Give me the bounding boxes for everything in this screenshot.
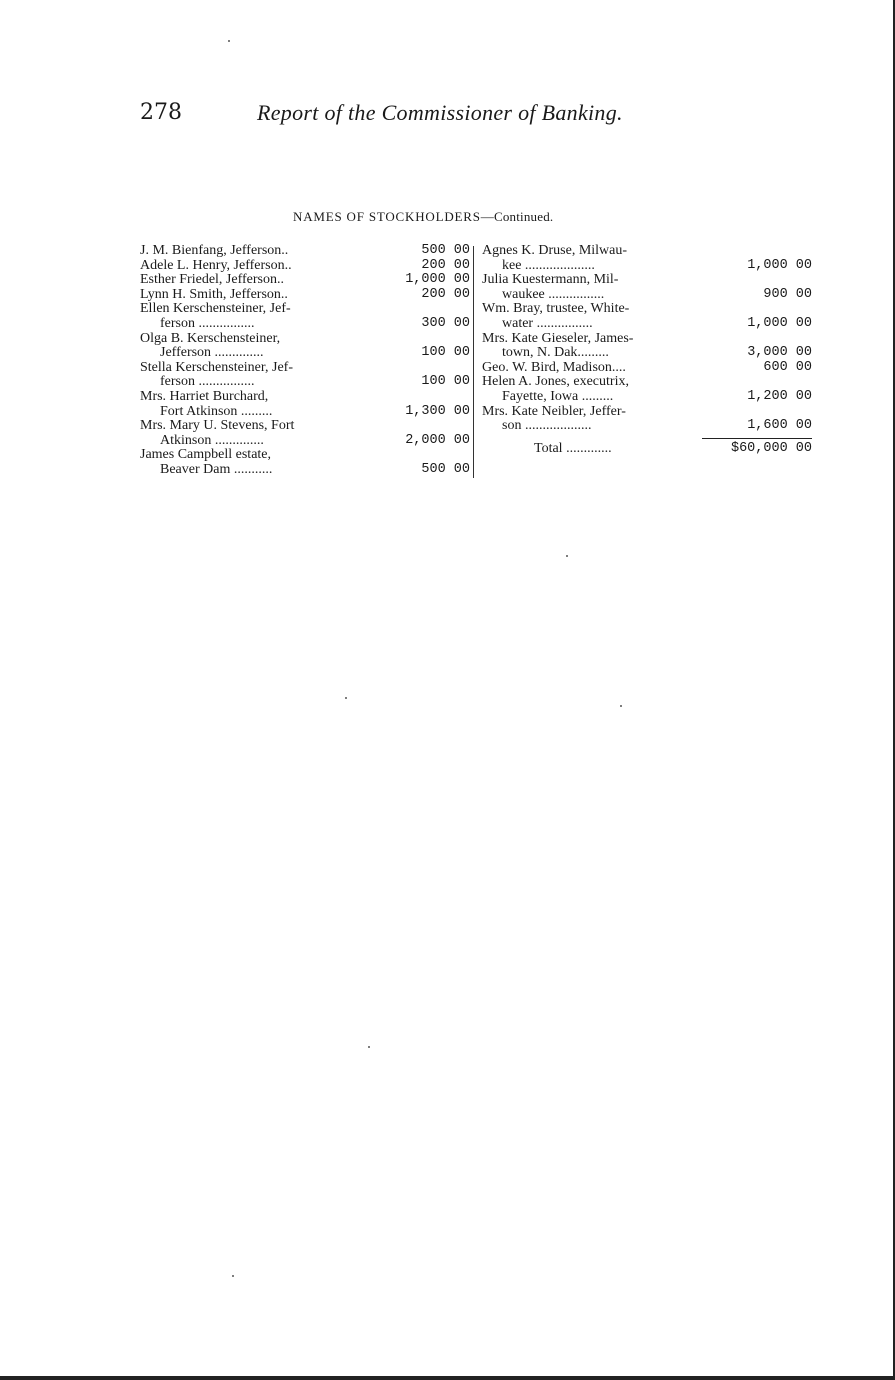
stockholder-name: Lynn H. Smith, Jefferson.. [140,287,288,302]
stockholder-name: Jefferson .............. [160,346,264,361]
stockholder-entry [482,244,812,273]
scan-speck [566,555,568,557]
stockholder-name: Adele L. Henry, Jefferson.. [140,258,292,273]
running-title: Report of the Commissioner of Banking. [257,100,623,125]
stockholder-entry [140,302,470,331]
stockholder-name: J. M. Bienfang, Jefferson.. [140,244,289,258]
stockholder-entry [140,361,470,390]
stockholder-name: Julia Kuestermann, Mil- [482,273,619,288]
page-header [140,100,700,132]
stockholder-amount: 3,000 00 [747,345,812,361]
total-row [482,442,812,457]
stockholder-amount: 500 00 [421,461,470,477]
stockholder-amount: 100 00 [421,374,470,390]
stockholder-amount: 1,000 00 [747,257,812,273]
stockholder-name: Fort Atkinson ......... [160,404,273,419]
scan-speck [620,705,622,707]
stockholder-amount: 900 00 [763,286,812,302]
stockholder-entry [482,405,812,434]
stockholder-name: Stella Kerschensteiner, Jef- [140,360,293,375]
stockholder-entry [482,302,812,331]
total-label: Total ............. [534,440,612,456]
stockholder-amount: 500 00 [421,243,470,258]
stockholder-name: Mrs. Mary U. Stevens, Fort [140,419,295,434]
stockholder-entry [140,244,470,259]
stockholder-amount: 600 00 [763,359,812,375]
stockholder-entry [140,288,470,303]
section-title-caps: NAMES OF STOCKHOLDERS [293,209,481,224]
stockholder-amount: 1,000 00 [747,315,812,331]
stockholder-amount: 200 00 [421,286,470,302]
stockholder-amount: 1,600 00 [747,418,812,434]
total-rule [702,438,812,439]
stockholder-name: Olga B. Kerschensteiner, [140,331,281,346]
stockholder-name: James Campbell estate, [140,448,272,463]
right-column [482,244,812,456]
stockholder-name: Helen A. Jones, executrix, [482,375,629,390]
stockholder-name: water ................ [502,316,593,331]
stockholder-entry [482,361,812,376]
stockholder-name: Mrs. Harriet Burchard, [140,389,269,404]
scan-bottom-edge [0,1376,895,1380]
stockholder-entry [140,259,470,274]
stockholder-name: Atkinson .............. [160,433,264,448]
stockholder-name: Wm. Bray, trustee, White- [482,302,630,317]
scan-speck [368,1046,370,1048]
stockholder-name: Esther Friedel, Jefferson.. [140,273,284,288]
stockholder-amount: 200 00 [421,257,470,273]
section-title [293,209,553,225]
stockholder-entry [140,273,470,288]
stockholder-name: Mrs. Kate Neibler, Jeffer- [482,404,626,419]
stockholder-entry [140,419,470,448]
page-number: 278 [140,100,182,125]
stockholder-name: ferson ................ [160,316,255,331]
stockholder-entry [482,273,812,302]
stockholder-amount: 2,000 00 [405,432,470,448]
stockholder-entry [140,332,470,361]
stockholder-name: Mrs. Kate Gieseler, James- [482,331,634,346]
stockholder-amount: 1,200 00 [747,388,812,404]
section-title-suffix: —Continued. [480,209,554,224]
stockholder-amount: 1,300 00 [405,403,470,419]
stockholder-name: waukee ................ [502,287,605,302]
left-column [140,244,470,478]
stockholder-name: son ................... [502,419,592,434]
stockholder-amount: 300 00 [421,315,470,331]
stockholder-name: Ellen Kerschensteiner, Jef- [140,302,291,317]
stockholder-name: Fayette, Iowa ......... [502,389,614,404]
scan-speck [345,697,347,699]
stockholder-entry [482,332,812,361]
stockholder-name: Agnes K. Druse, Milwau- [482,244,628,258]
stockholder-name: ferson ................ [160,375,255,390]
stockholder-entry [140,448,470,477]
stockholder-amount: 1,000 00 [405,272,470,288]
column-divider [473,246,474,478]
stockholder-name: Geo. W. Bird, Madison.... [482,360,626,375]
scan-speck [232,1275,234,1277]
stockholder-entry [482,375,812,404]
stockholder-entry [140,390,470,419]
stockholder-name: town, N. Dak......... [502,346,609,361]
scan-speck [228,40,230,42]
stockholder-amount: 100 00 [421,345,470,361]
stockholder-name: Beaver Dam ........... [160,462,273,477]
total-amount: $60,000 00 [730,440,812,456]
stockholder-name: kee .................... [502,258,595,273]
